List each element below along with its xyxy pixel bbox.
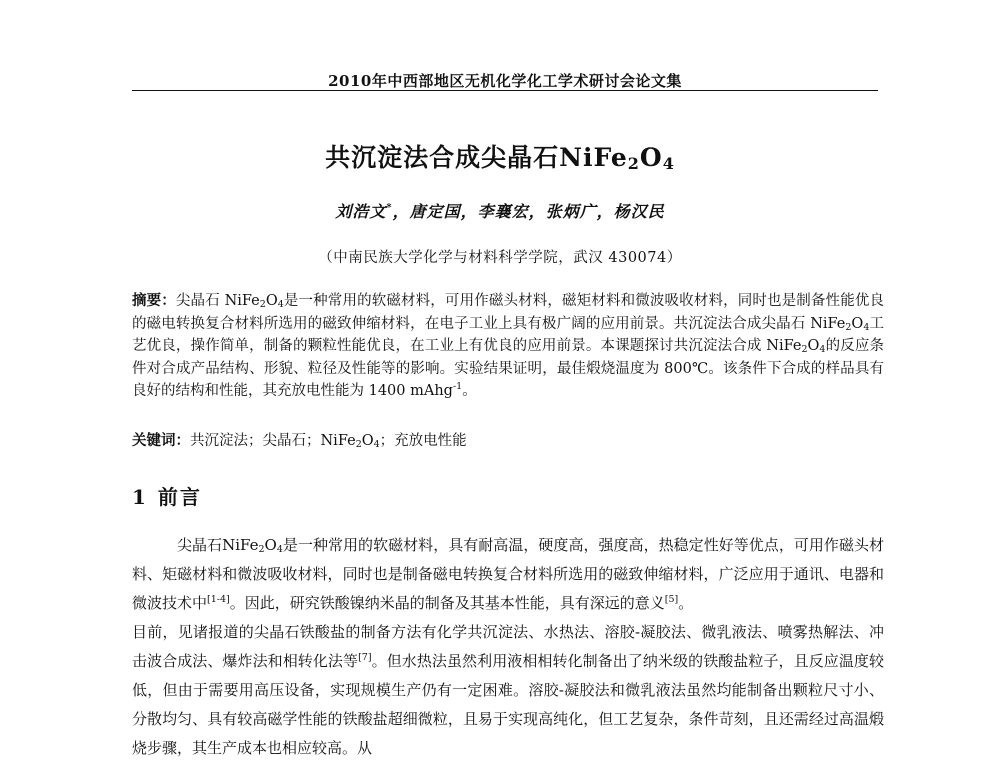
author-list: 刘浩文*，唐定国，李襄宏，张炳广，杨汉民 [335,202,665,221]
abstract-label: 摘要： [132,292,176,309]
section-title: 前言 [157,485,202,509]
keywords: 关键词：共沉淀法；尖晶石；$NiFe_2O_4$；充放电性能 [132,432,467,450]
running-title: 2010年中西部地区无机化学化工学术研讨会论文集 [322,72,688,90]
paragraph: 尖晶石$NiFe_2O_4$是一种常用的软磁材料，具有耐高温，硬度高，强度高，热稳定性好等优点，可用作磁头材料、矩磁材料和微波吸收材料，同时也是制备磁电转换复合材料所选用的磁致伸缩材料，广泛应用于通讯、电器和微波技术中[1-4]。因此，研究铁酸镍纳米晶的制备及其基本性能，具有深远的意义[5]。 [132,536,884,612]
running-header [132,70,878,94]
paper-title: 共沉淀法合成尖晶石$NiFe_2O_4$ [325,143,675,173]
body-text [132,531,884,760]
abstract: 摘要：尖晶石 $NiFe_2O_4$是一种常用的软磁材料，可用作磁头材料，磁矩材料和微波吸收材料，同时也是制备性能优良的磁电转换复合材料所选用的磁致伸缩材料，在电子工业上具有极广阔的应用前景。共沉淀法合成尖晶石 $NiFe_2O_4$工艺优良，操作简单，制备的颗粒性能优良，在工业上有优良的应用前景。本课题探讨共沉淀法合成 $NiFe_2O_4$的反应条件对合成产品结构、形貌、粒径及性能等的影响。实验结果证明，最佳煅烧温度为 800℃。该条件下合成的样品具有良好的结构和性能，其充放电性能为 1400 mAhg$^{-1}$。 [132,292,885,399]
citation: [1-4] [207,594,230,605]
citation: [5] [664,594,679,605]
keywords-label: 关键词： [132,432,190,449]
section-number: 1 [132,485,148,509]
corresponding-author-mark: * [386,202,393,214]
section-heading [132,481,202,510]
affiliation: （中南民族大学化学与材料科学学院，武汉 430074） [318,250,682,266]
paragraph: 目前，见诸报道的尖晶石铁酸盐的制备方法有化学共沉淀法、水热法、溶胶-凝胶法、微乳液法、喷雾热解法、冲击波合成法、爆炸法和相转化法等[7]。但水热法虽然利用液相相转化制备出了纳米级的铁酸盐粒子，且反应温度较低，但由于需要用高压设备，实现规模生产仍有一定困难。溶胶-凝胶法和微乳液法虽然均能制备出颗粒尺寸小、分散均匀、具有较高磁学性能的铁酸盐超细微粒，且易于实现高纯化，但工艺复杂，条件苛刻，且还需经过高温煅烧步骤，其生产成本也相应较高。从 [132,623,884,757]
citation: [7] [358,652,372,663]
